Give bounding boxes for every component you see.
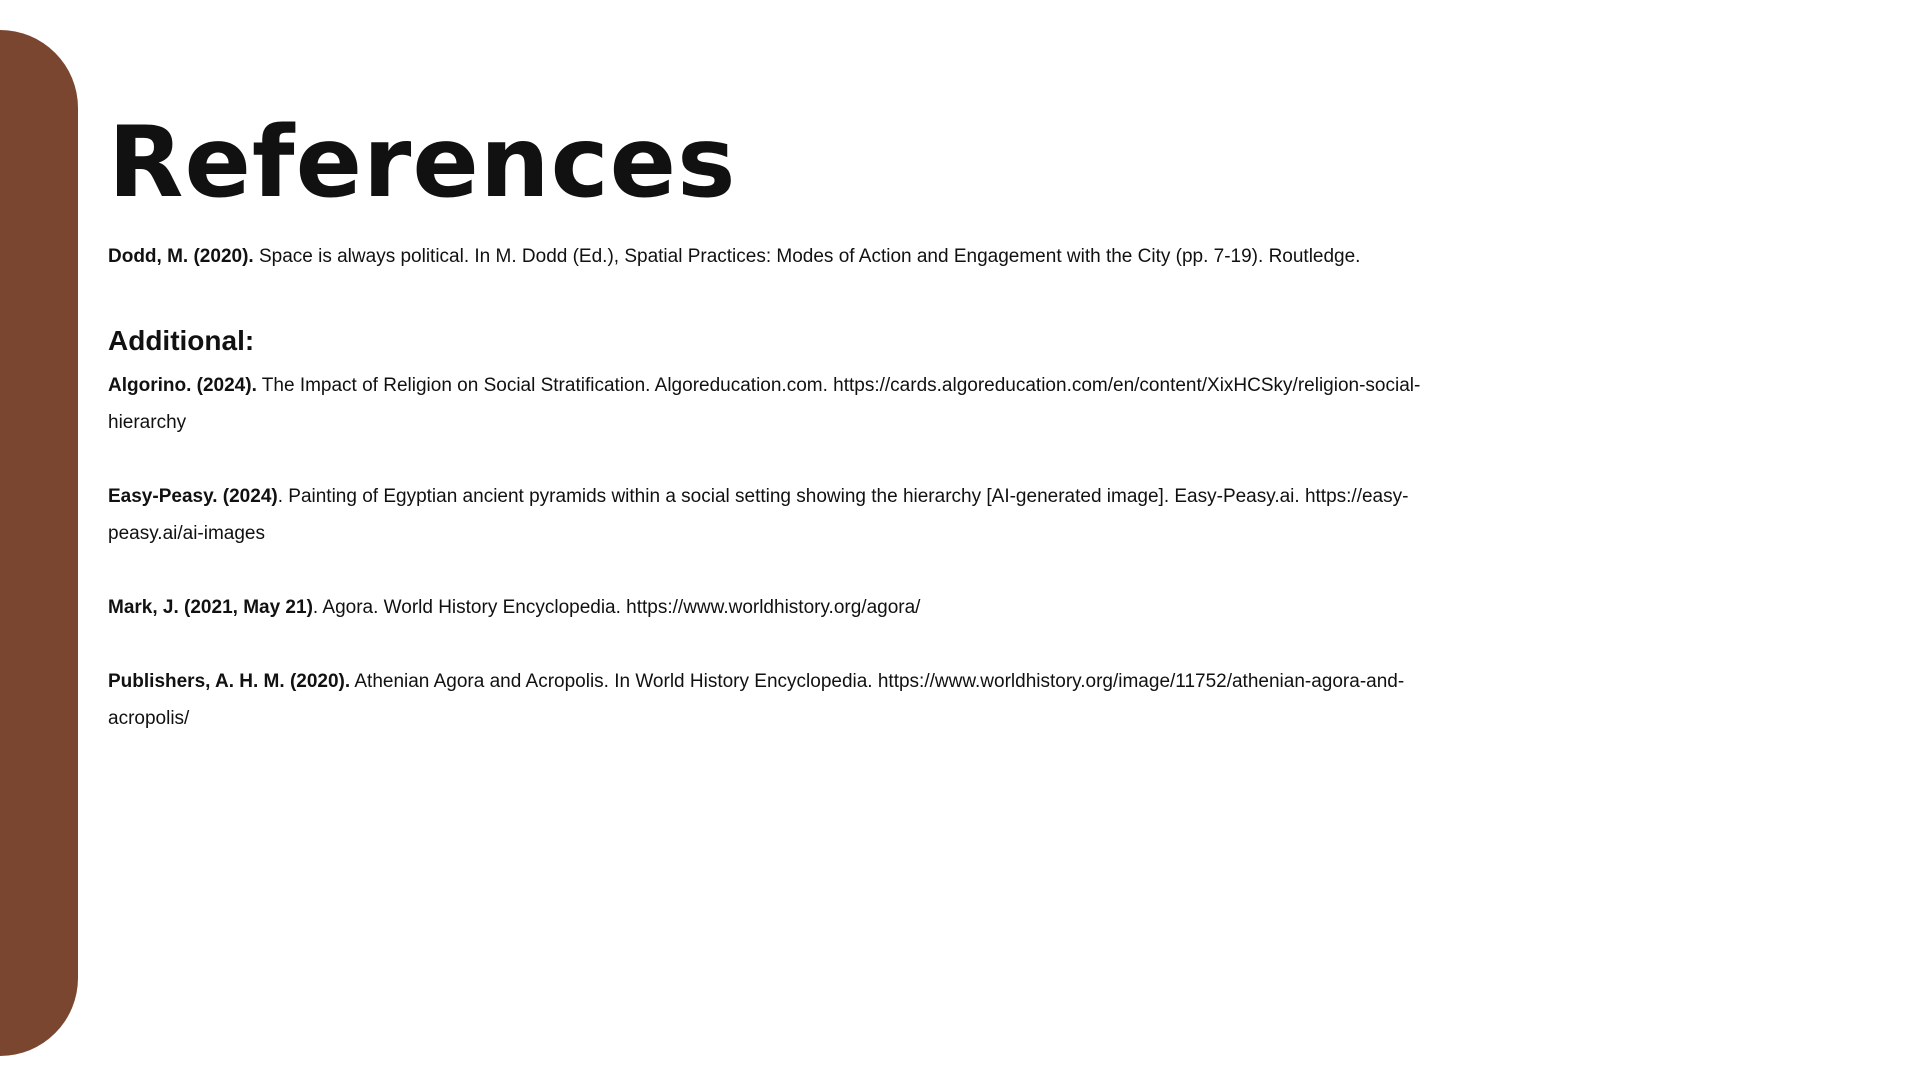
- page-title: References: [108, 106, 737, 220]
- reference-author: Algorino. (2024).: [108, 375, 257, 396]
- decorative-side-bar: [0, 30, 78, 1056]
- reference-author: Mark, J. (2021, May 21): [108, 597, 313, 618]
- reference-text: . Painting of Egyptian ancient pyramids within a social setting showing the hierarchy [AI-generated image]. Easy-Peasy.ai. https://easy-peasy.ai/ai-images: [108, 486, 1409, 544]
- reference-entry: [108, 367, 1458, 441]
- reference-text: Space is always political. In M. Dodd (Ed.), Spatial Practices: Modes of Action and Engagement with the City (pp. 7-19). Routledge.: [253, 246, 1361, 267]
- reference-entry: [108, 663, 1458, 737]
- reference-entry: [108, 589, 1458, 626]
- reference-author: Easy-Peasy. (2024): [108, 486, 278, 507]
- reference-text: . Agora. World History Encyclopedia. https://www.worldhistory.org/agora/: [312, 597, 921, 618]
- references-content: [108, 108, 1458, 774]
- additional-heading: Additional:: [108, 325, 255, 356]
- reference-entry: [108, 238, 1458, 275]
- reference-text: The Impact of Religion on Social Stratification. Algoreducation.com. https://cards.algoreducation.com/en/content/XixHCSky/religion-social-hierarchy: [108, 375, 1421, 433]
- additional-reference-list: [108, 367, 1458, 737]
- reference-author: Dodd, M. (2020).: [108, 246, 254, 267]
- reference-text: Athenian Agora and Acropolis. In World History Encyclopedia. https://www.worldhistory.org/image/11752/athenian-agora-and-acropolis/: [108, 671, 1405, 729]
- reference-author: Publishers, A. H. M. (2020).: [108, 671, 351, 692]
- reference-entry: [108, 478, 1458, 552]
